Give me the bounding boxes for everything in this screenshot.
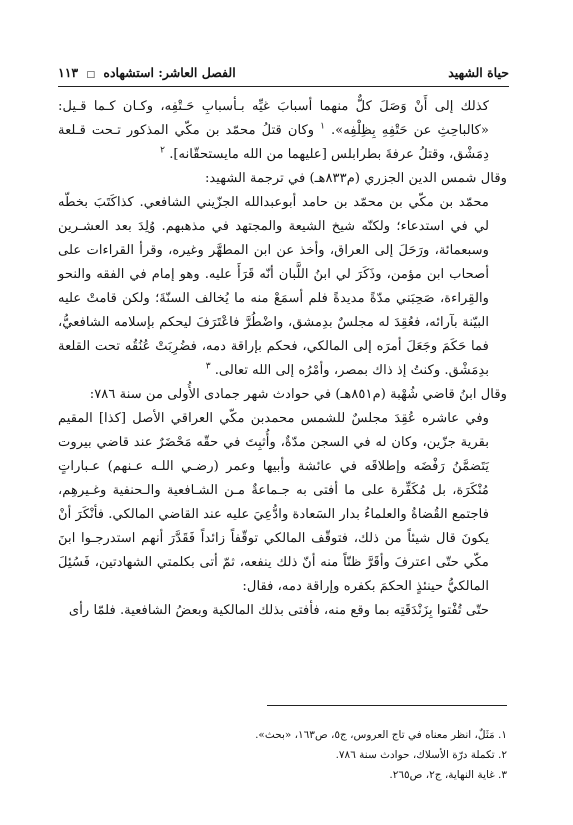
- paragraph-3-text: محمّد بن مكّي بن محمّد بن حامد أبوعبدالله الجزّيني الشافعي. كذاكَتَبَ بخطّه لي في استدعاء؛ ولكنّه شيخ الشيعة والمجتهد في مذهبهم. وُلِدَ بعد العشـرين وسبعمائة، ورَحَلَ إلى العراق، وأخذ عن ابن المطهَّر وغيره، وقرأ القراءات على أصحاب ابن مؤمن، وذَكَرَ لي ابنُ اللَّبان أنّه قَرَأَ عليه. وهو إمام في الفقه والنحو والقِراءة، صَحِبَني مدّةً مديدةً فلم أسمَعْ منه ما يُخالف السنّةَ؛ ولكن قامتْ عليه البيّنة بآرائه، فعُقِدَ له مجلسٌ بدِمشق، واضْطُرَّ فاعْتَرَفَ ليحكم بإسلامه الشافعيُّ، فما حَكَمَ وجَعَلَ أمرَه إلى المالكي، فحكم بإراقة دمه، فضُرِبَتْ عُنُقُه تحت القلعة بدِمَشْق. وكنتُ إذ ذاك بمصر، وأمْرُه إلى الله تعالى.: [58, 195, 489, 378]
- paragraph-6: حتّى تُفْتوا بِزَنْدَقَتِه بما وقع منه، فأفتى بذلك المالكية وبعضُ الشافعية. فلمّا رأى: [68, 603, 489, 618]
- paragraph-1-text-cont: وكان قتلُ محمّد بن مكّي المذكور تـحت قـلعة دِمَشْق، وقتلُ عرفةَ بطرابلس [عليهما من الله مايستحقّانه].: [58, 123, 489, 162]
- page-number: ١١٣: [58, 65, 79, 80]
- footnotes: [58, 725, 507, 785]
- book-title: حياة الشهيد: [448, 65, 509, 80]
- paragraph-1: [58, 95, 489, 167]
- main-text: [58, 95, 507, 623]
- paragraph-3: [58, 191, 489, 383]
- paragraph-2: وقال شمس الدين الجزري (م٨٣٣هـ) في ترجمة الشهيد:: [204, 171, 507, 186]
- footnote-divider: [267, 705, 507, 706]
- running-header: [58, 64, 509, 87]
- paragraph-1-text: كذلك إلى أَنْ وَصَلَ كلٌّ منهما أسبابَ غيِّه بـأسبابِ حَـتْفِه، وكـان كـما قـيل: «كالباحِثِ عن حَتْفِهِ بِظِلْفِه».: [58, 99, 489, 138]
- separator-box: □: [86, 70, 96, 80]
- chapter-title: الفصل العاشر: استشهاده: [103, 65, 236, 80]
- footnote-2: ٢. تكملة درّة الأسلاك، حوادث سنة ٧٨٦.: [335, 749, 507, 761]
- footnote-ref-3: ٣: [205, 361, 211, 372]
- footnote-3: ٣. غاية النهاية، ج٢، ص٢٦٥.: [389, 769, 507, 781]
- paragraph-5: وفي عاشره عُقِدَ مجلسٌ للشمس محمدبن مكّي العراقي الأصل [كذا] المقيم بقرية جزّين، وكان له في السجن مدّةٌ، وأُثبِتَ في حقّه مَحْضَرٌ عند قاضي بيروت يَتَضمَّنُ رَفْضَه وإطلاقَه في عائشة وأبيها وعمر (رضـي اللـه عـنهم) عـباراتٍ مُنْكَرَة، بل مُكَفِّرة على ما أفتى به جـماعةٌ مـن الشـافعية والـحنفية وغـيرهِم، فاجتمع القُضاةُ والعلماءُ بدار السَعادة وادُّعِيَ عليه عند القاضي المالكي. فأنْكَرَ أنْ يكونَ قال شيئاً من ذلك، فتوقّف المالكي توقّفاً زائداً فَقَدَّرَ أنهم استدرجـوا ابنَ مكّي حتّى اعترفَ وأقَرَّ ظنّاً منه أنّ ذلك ينفعه، ثمّ أتى بكلمتي الشهادتين، فَسُئِلَ المالكيُّ حينئذٍ الحكمَ بكفره وإراقة دمه، فقال:: [58, 411, 489, 594]
- footnote-ref-2: ٢: [160, 145, 165, 156]
- chapter-heading: [58, 65, 236, 80]
- paragraph-4: وقال ابنُ قاضي شُهْبة (م٨٥١هـ) في حوادث شهر جمادى الأُولى من سنة ٧٨٦:: [89, 387, 507, 402]
- footnote-ref-1: ١: [320, 121, 325, 132]
- footnote-1: ١. مَثَلٌ، انظر معناه في تاج العروس، ج٥، ص١٦٣، «بحث».: [255, 729, 507, 741]
